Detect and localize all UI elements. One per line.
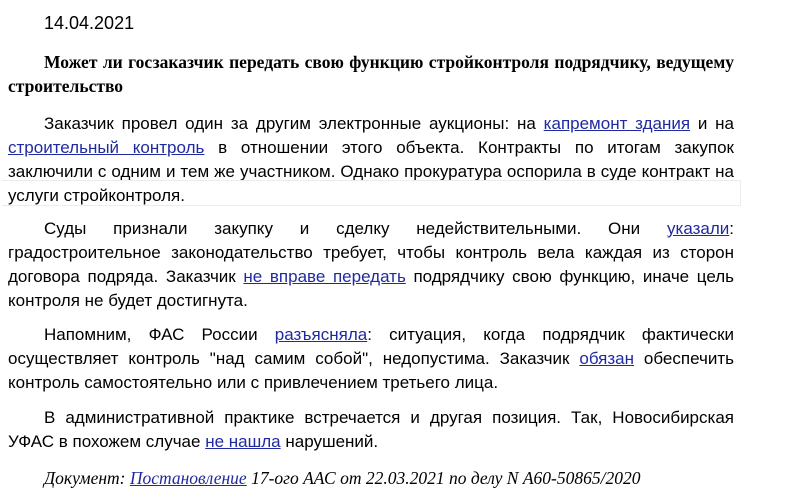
document-reference: [44, 466, 640, 490]
paragraph-text: обеспечить контроль самостоятельно или с привлечением третьего лица.: [8, 349, 734, 392]
paragraph-text: : градостроительное законодательство требует, чтобы контроль вела каждая из сторон договора подряда. Заказчик: [8, 219, 734, 286]
link-postanovlenie[interactable]: Постановление: [129, 468, 247, 488]
document-label: Документ:: [44, 468, 130, 488]
paragraph-text: нарушений.: [280, 432, 379, 451]
article-date: 14.04.2021: [44, 13, 135, 33]
link-stroitelny-kontrol[interactable]: строительный контроль: [8, 138, 205, 157]
paragraph-4: [8, 406, 734, 454]
link-obyazan[interactable]: обязан: [579, 349, 635, 368]
paragraph-text: в отношении этого объекта. Контракты по итогам закупок заключили с одним и тем же участником. Однако прокуратура оспорила в суде контракт на услуги стройконтроля.: [8, 138, 734, 205]
paragraph-2: [8, 217, 734, 313]
link-kapremont[interactable]: капремонт здания: [543, 114, 691, 133]
paragraph-3: [8, 323, 734, 395]
paragraph-text: и на: [690, 114, 734, 133]
paragraph-text: : ситуация, когда подрядчик фактически осуществляет контроль "над самим собой", недопустима. Заказчик: [8, 325, 735, 368]
paragraph-text: подрядчику свою функцию, иначе цель контроля не будет достигнута.: [8, 267, 734, 310]
paragraph-text: Напомним, ФАС России: [44, 325, 275, 344]
link-ne-vprave-peredat[interactable]: не вправе передать: [243, 267, 406, 286]
document-details: 17-ого ААС от 22.03.2021 по делу N А60-50865/2020: [246, 468, 641, 488]
link-ukazali[interactable]: указали: [667, 219, 730, 238]
link-ne-nashla[interactable]: не нашла: [205, 432, 281, 451]
paragraph-text: В административной практике встречается и другая позиция. Так, Новосибирская УФАС в похожем случае: [8, 408, 734, 451]
paragraph-text: Суды признали закупку и сделку недействительными. Они: [44, 219, 668, 238]
paragraph-text: Заказчик провел один за другим электронные аукционы: на: [44, 114, 544, 133]
link-razyasnyala[interactable]: разъясняла: [274, 325, 368, 344]
paragraph-1: [8, 112, 734, 208]
article-headline: Может ли госзаказчик передать свою функцию стройконтроля подрядчику, ведущему строительство: [8, 52, 734, 96]
